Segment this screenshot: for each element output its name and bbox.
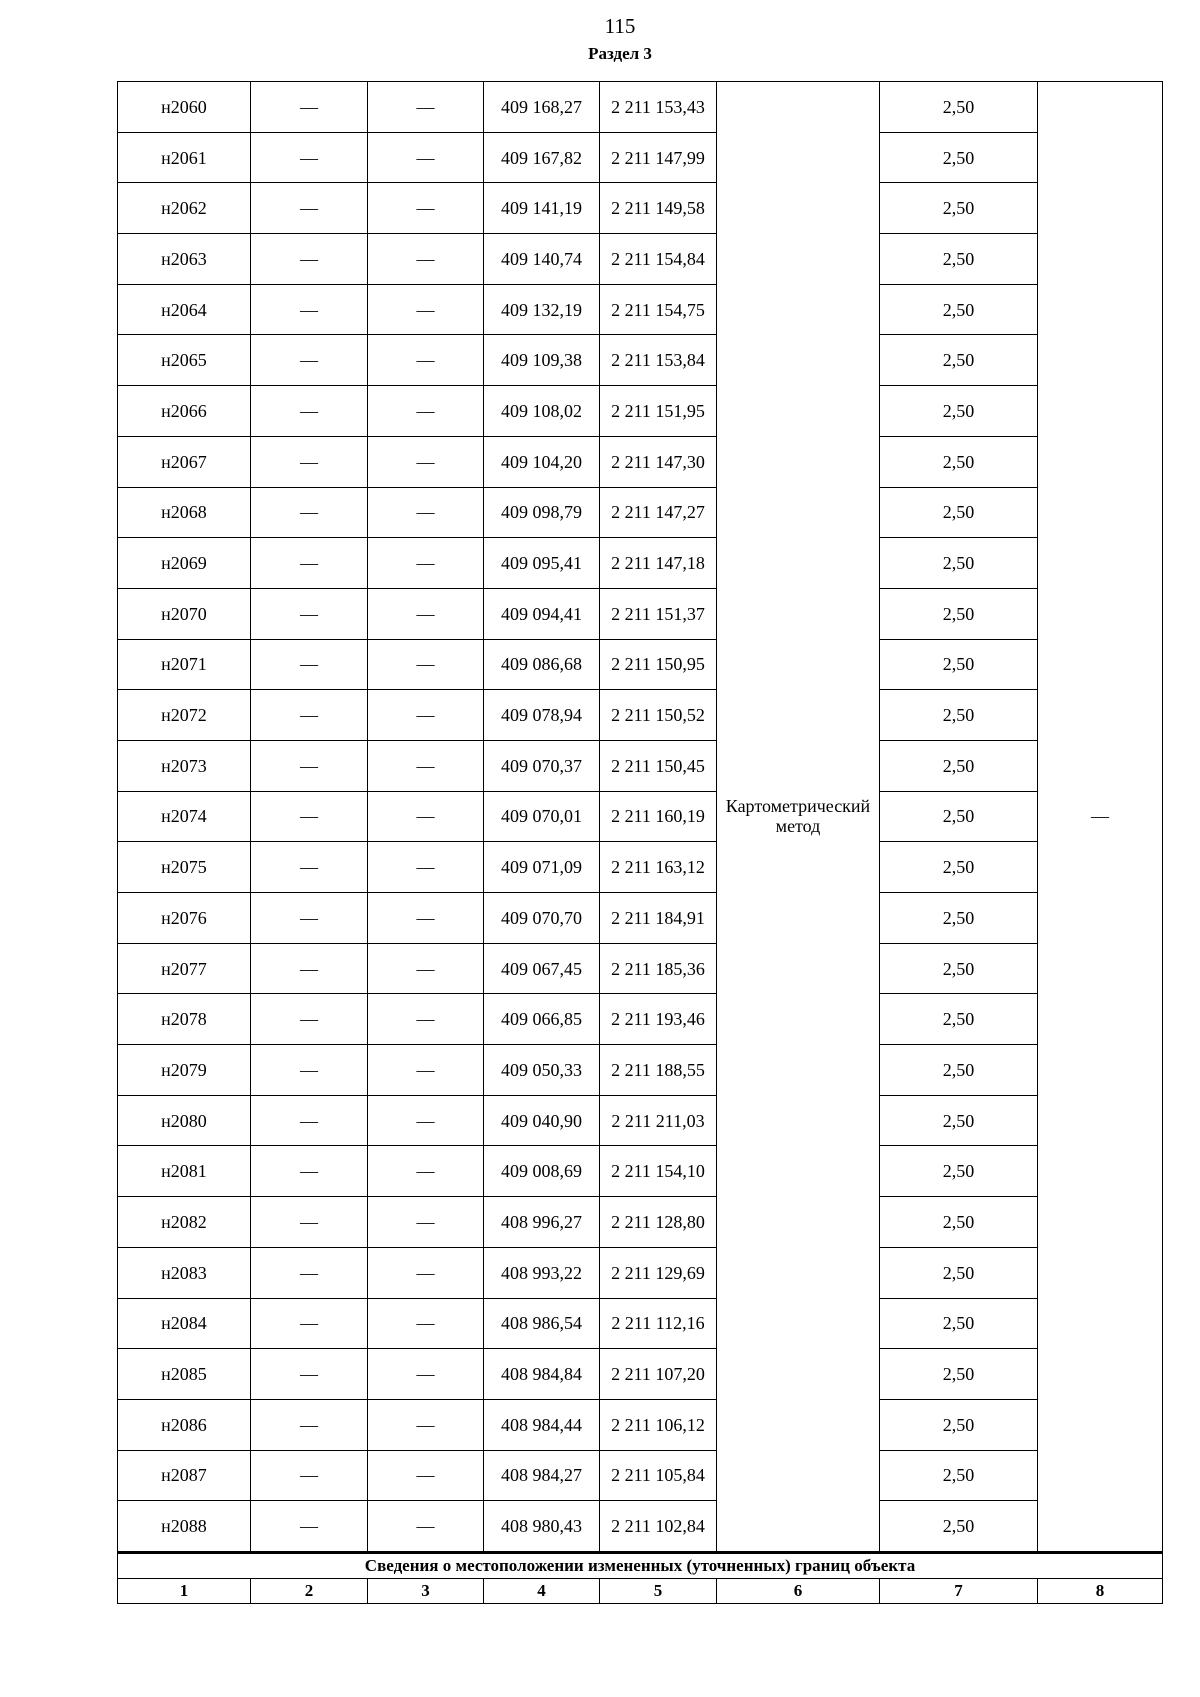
point-cell: н2085 [118, 1349, 251, 1400]
column-number-cell: 5 [600, 1578, 717, 1603]
point-cell: н2079 [118, 1045, 251, 1096]
precision-cell: 2,50 [880, 335, 1038, 386]
col3-cell: — [368, 1095, 484, 1146]
section-title: Раздел 3 [588, 44, 652, 63]
y-coordinate-cell: 2 211 154,10 [600, 1146, 717, 1197]
col3-cell: — [368, 588, 484, 639]
precision-cell: 2,50 [880, 740, 1038, 791]
col3-cell: — [368, 639, 484, 690]
col3-cell: — [368, 994, 484, 1045]
y-coordinate-cell: 2 211 163,12 [600, 842, 717, 893]
x-coordinate-cell: 408 996,27 [484, 1197, 600, 1248]
column-number-cell: 2 [251, 1578, 368, 1603]
x-coordinate-cell: 409 167,82 [484, 132, 600, 183]
point-cell: н2084 [118, 1298, 251, 1349]
table-row [118, 183, 1163, 234]
col2-cell: — [251, 335, 368, 386]
precision-cell: 2,50 [880, 82, 1038, 133]
col3-cell: — [368, 1146, 484, 1197]
x-coordinate-cell: 409 078,94 [484, 690, 600, 741]
col3-cell: — [368, 234, 484, 285]
x-coordinate-cell: 409 067,45 [484, 943, 600, 994]
precision-cell: 2,50 [880, 1450, 1038, 1501]
page-number: 115 [604, 14, 636, 38]
x-coordinate-cell: 409 066,85 [484, 994, 600, 1045]
table-row [118, 1045, 1163, 1096]
y-coordinate-cell: 2 211 153,43 [600, 82, 717, 133]
col3-cell: — [368, 842, 484, 893]
table-row [118, 1298, 1163, 1349]
precision-cell: 2,50 [880, 994, 1038, 1045]
y-coordinate-cell: 2 211 147,30 [600, 436, 717, 487]
col2-cell: — [251, 1146, 368, 1197]
y-coordinate-cell: 2 211 154,75 [600, 284, 717, 335]
precision-cell: 2,50 [880, 791, 1038, 842]
col2-cell: — [251, 842, 368, 893]
point-cell: н2082 [118, 1197, 251, 1248]
table-row [118, 487, 1163, 538]
column-number-cell: 3 [368, 1578, 484, 1603]
col2-cell: — [251, 588, 368, 639]
precision-cell: 2,50 [880, 588, 1038, 639]
col2-cell: — [251, 639, 368, 690]
point-cell: н2071 [118, 639, 251, 690]
col2-cell: — [251, 436, 368, 487]
col2-cell: — [251, 487, 368, 538]
column-number-cell: 4 [484, 1578, 600, 1603]
y-coordinate-cell: 2 211 154,84 [600, 234, 717, 285]
col3-cell: — [368, 943, 484, 994]
point-cell: н2063 [118, 234, 251, 285]
x-coordinate-cell: 408 986,54 [484, 1298, 600, 1349]
table-row [118, 386, 1163, 437]
x-coordinate-cell: 409 140,74 [484, 234, 600, 285]
y-coordinate-cell: 2 211 147,27 [600, 487, 717, 538]
y-coordinate-cell: 2 211 211,03 [600, 1095, 717, 1146]
col3-cell: — [368, 740, 484, 791]
point-cell: н2083 [118, 1247, 251, 1298]
x-coordinate-cell: 409 008,69 [484, 1146, 600, 1197]
y-coordinate-cell: 2 211 112,16 [600, 1298, 717, 1349]
table-row [118, 1095, 1163, 1146]
table-row [118, 639, 1163, 690]
caption-row [118, 1552, 1163, 1578]
col2-cell: — [251, 1349, 368, 1400]
column-number-cell: 6 [717, 1578, 880, 1603]
col2-cell: — [251, 1298, 368, 1349]
y-coordinate-cell: 2 211 185,36 [600, 943, 717, 994]
x-coordinate-cell: 409 070,70 [484, 893, 600, 944]
x-coordinate-cell: 409 070,37 [484, 740, 600, 791]
point-cell: н2066 [118, 386, 251, 437]
table-row [118, 284, 1163, 335]
col2-cell: — [251, 1045, 368, 1096]
col3-cell: — [368, 1247, 484, 1298]
y-coordinate-cell: 2 211 149,58 [600, 183, 717, 234]
col2-cell: — [251, 1247, 368, 1298]
y-coordinate-cell: 2 211 160,19 [600, 791, 717, 842]
col3-cell: — [368, 1399, 484, 1450]
x-coordinate-cell: 409 071,09 [484, 842, 600, 893]
point-cell: н2069 [118, 538, 251, 589]
table-row [118, 1146, 1163, 1197]
precision-cell: 2,50 [880, 1095, 1038, 1146]
point-cell: н2078 [118, 994, 251, 1045]
point-cell: н2067 [118, 436, 251, 487]
point-cell: н2068 [118, 487, 251, 538]
col8-cell: — [1038, 82, 1163, 1553]
point-cell: н2088 [118, 1501, 251, 1553]
point-cell: н2060 [118, 82, 251, 133]
table-row [118, 436, 1163, 487]
col2-cell: — [251, 994, 368, 1045]
col3-cell: — [368, 538, 484, 589]
col3-cell: — [368, 893, 484, 944]
x-coordinate-cell: 409 050,33 [484, 1045, 600, 1096]
y-coordinate-cell: 2 211 151,37 [600, 588, 717, 639]
table-row [118, 335, 1163, 386]
y-coordinate-cell: 2 211 105,84 [600, 1450, 717, 1501]
col2-cell: — [251, 690, 368, 741]
col3-cell: — [368, 487, 484, 538]
table-row [118, 1501, 1163, 1553]
col2-cell: — [251, 386, 368, 437]
col2-cell: — [251, 740, 368, 791]
precision-cell: 2,50 [880, 1349, 1038, 1400]
precision-cell: 2,50 [880, 386, 1038, 437]
x-coordinate-cell: 408 980,43 [484, 1501, 600, 1553]
point-cell: н2064 [118, 284, 251, 335]
table-caption: Сведения о местоположении измененных (уточненных) границ объекта [118, 1552, 1163, 1578]
precision-cell: 2,50 [880, 538, 1038, 589]
x-coordinate-cell: 408 984,44 [484, 1399, 600, 1450]
column-number-row [118, 1578, 1163, 1603]
table-body [118, 82, 1163, 1604]
precision-cell: 2,50 [880, 1501, 1038, 1553]
table-row [118, 588, 1163, 639]
x-coordinate-cell: 409 095,41 [484, 538, 600, 589]
precision-cell: 2,50 [880, 284, 1038, 335]
point-cell: н2062 [118, 183, 251, 234]
point-cell: н2061 [118, 132, 251, 183]
x-coordinate-cell: 409 086,68 [484, 639, 600, 690]
point-cell: н2080 [118, 1095, 251, 1146]
point-cell: н2077 [118, 943, 251, 994]
precision-cell: 2,50 [880, 1146, 1038, 1197]
point-cell: н2075 [118, 842, 251, 893]
col3-cell: — [368, 284, 484, 335]
col3-cell: — [368, 690, 484, 741]
point-cell: н2072 [118, 690, 251, 741]
col2-cell: — [251, 538, 368, 589]
col2-cell: — [251, 1450, 368, 1501]
table-row [118, 1399, 1163, 1450]
col2-cell: — [251, 1399, 368, 1450]
col3-cell: — [368, 436, 484, 487]
precision-cell: 2,50 [880, 1298, 1038, 1349]
y-coordinate-cell: 2 211 150,95 [600, 639, 717, 690]
precision-cell: 2,50 [880, 234, 1038, 285]
method-cell: Картометрический метод [717, 82, 880, 1553]
x-coordinate-cell: 408 984,84 [484, 1349, 600, 1400]
table-row [118, 82, 1163, 133]
column-number-cell: 1 [118, 1578, 251, 1603]
y-coordinate-cell: 2 211 150,45 [600, 740, 717, 791]
table-row [118, 1349, 1163, 1400]
x-coordinate-cell: 409 108,02 [484, 386, 600, 437]
precision-cell: 2,50 [880, 690, 1038, 741]
precision-cell: 2,50 [880, 1399, 1038, 1450]
point-cell: н2074 [118, 791, 251, 842]
x-coordinate-cell: 409 070,01 [484, 791, 600, 842]
col2-cell: — [251, 943, 368, 994]
precision-cell: 2,50 [880, 1247, 1038, 1298]
table-row [118, 943, 1163, 994]
col2-cell: — [251, 132, 368, 183]
y-coordinate-cell: 2 211 150,52 [600, 690, 717, 741]
col3-cell: — [368, 132, 484, 183]
table-row [118, 994, 1163, 1045]
point-cell: н2065 [118, 335, 251, 386]
table-row [118, 1247, 1163, 1298]
y-coordinate-cell: 2 211 106,12 [600, 1399, 717, 1450]
col3-cell: — [368, 791, 484, 842]
coordinates-table [117, 81, 1163, 1604]
col3-cell: — [368, 386, 484, 437]
col3-cell: — [368, 183, 484, 234]
point-cell: н2087 [118, 1450, 251, 1501]
col2-cell: — [251, 234, 368, 285]
x-coordinate-cell: 409 141,19 [484, 183, 600, 234]
table-row [118, 893, 1163, 944]
precision-cell: 2,50 [880, 943, 1038, 994]
table-row [118, 132, 1163, 183]
x-coordinate-cell: 408 993,22 [484, 1247, 600, 1298]
precision-cell: 2,50 [880, 487, 1038, 538]
column-number-cell: 7 [880, 1578, 1038, 1603]
y-coordinate-cell: 2 211 193,46 [600, 994, 717, 1045]
y-coordinate-cell: 2 211 153,84 [600, 335, 717, 386]
col3-cell: — [368, 1349, 484, 1400]
col3-cell: — [368, 1450, 484, 1501]
y-coordinate-cell: 2 211 147,18 [600, 538, 717, 589]
precision-cell: 2,50 [880, 893, 1038, 944]
y-coordinate-cell: 2 211 151,95 [600, 386, 717, 437]
col2-cell: — [251, 183, 368, 234]
table-row [118, 740, 1163, 791]
col3-cell: — [368, 1197, 484, 1248]
x-coordinate-cell: 409 132,19 [484, 284, 600, 335]
point-cell: н2086 [118, 1399, 251, 1450]
col2-cell: — [251, 1197, 368, 1248]
column-number-cell: 8 [1038, 1578, 1163, 1603]
col3-cell: — [368, 335, 484, 386]
y-coordinate-cell: 2 211 128,80 [600, 1197, 717, 1248]
point-cell: н2076 [118, 893, 251, 944]
table-row [118, 234, 1163, 285]
point-cell: н2073 [118, 740, 251, 791]
y-coordinate-cell: 2 211 188,55 [600, 1045, 717, 1096]
col3-cell: — [368, 1501, 484, 1553]
table-row [118, 791, 1163, 842]
precision-cell: 2,50 [880, 436, 1038, 487]
y-coordinate-cell: 2 211 129,69 [600, 1247, 717, 1298]
table-row [118, 1450, 1163, 1501]
table-row [118, 538, 1163, 589]
table-row [118, 1197, 1163, 1248]
table-row [118, 842, 1163, 893]
x-coordinate-cell: 409 109,38 [484, 335, 600, 386]
col2-cell: — [251, 1501, 368, 1553]
x-coordinate-cell: 409 094,41 [484, 588, 600, 639]
precision-cell: 2,50 [880, 132, 1038, 183]
col3-cell: — [368, 82, 484, 133]
table-row [118, 690, 1163, 741]
x-coordinate-cell: 409 040,90 [484, 1095, 600, 1146]
y-coordinate-cell: 2 211 107,20 [600, 1349, 717, 1400]
x-coordinate-cell: 409 168,27 [484, 82, 600, 133]
precision-cell: 2,50 [880, 183, 1038, 234]
y-coordinate-cell: 2 211 102,84 [600, 1501, 717, 1553]
precision-cell: 2,50 [880, 842, 1038, 893]
col3-cell: — [368, 1298, 484, 1349]
col2-cell: — [251, 284, 368, 335]
precision-cell: 2,50 [880, 1197, 1038, 1248]
col2-cell: — [251, 1095, 368, 1146]
point-cell: н2070 [118, 588, 251, 639]
precision-cell: 2,50 [880, 1045, 1038, 1096]
col3-cell: — [368, 1045, 484, 1096]
precision-cell: 2,50 [880, 639, 1038, 690]
col2-cell: — [251, 893, 368, 944]
y-coordinate-cell: 2 211 184,91 [600, 893, 717, 944]
y-coordinate-cell: 2 211 147,99 [600, 132, 717, 183]
col2-cell: — [251, 791, 368, 842]
col2-cell: — [251, 82, 368, 133]
x-coordinate-cell: 408 984,27 [484, 1450, 600, 1501]
x-coordinate-cell: 409 098,79 [484, 487, 600, 538]
x-coordinate-cell: 409 104,20 [484, 436, 600, 487]
point-cell: н2081 [118, 1146, 251, 1197]
